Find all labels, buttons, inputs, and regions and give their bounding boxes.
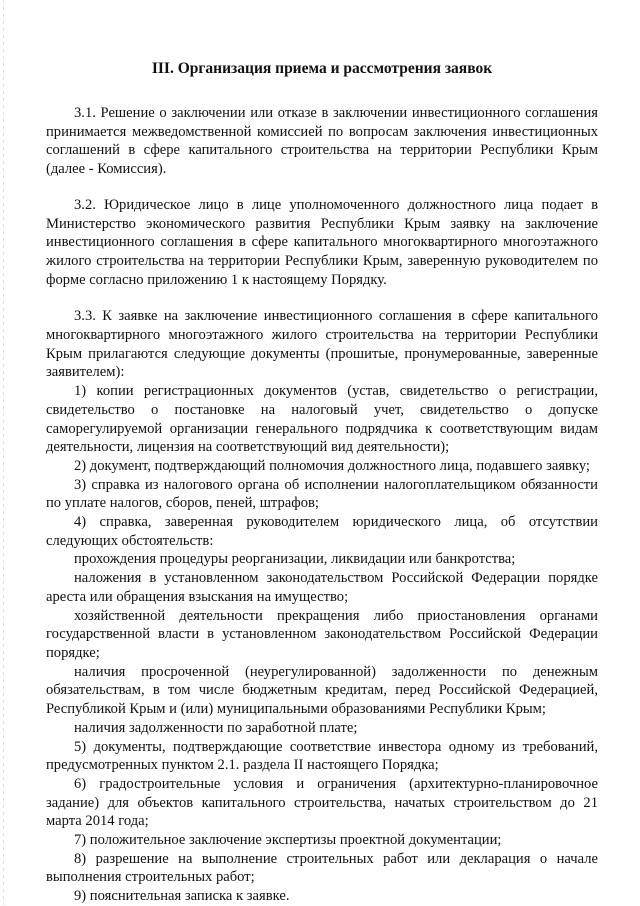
paragraph-3-3: 3.3. К заявке на заключение инвестиционного соглашения в сфере капитального многоквартирного многоэтажного жилого строительства на территории Республики Крым прилагаются следующие документы (прошитые, пронумерованные, заверенные заявителем): [46, 308, 598, 381]
sub-item-reorganization: прохождения процедуры реорганизации, ликвидации или банкротства; [74, 551, 516, 568]
list-item-2: 2) документ, подтверждающий полномочия должностного лица, подавшего заявку; [74, 457, 590, 474]
list-item-3: 3) справка из налогового органа об исполнении налогоплательщиком обязанности по уплате налогов, сборов, пеней, штрафов; [46, 476, 598, 512]
sub-item-arrest: наложения в установленном законодательством Российской Федерации порядке ареста или обращения взыскания на имущество; [46, 570, 598, 605]
document-body [46, 59, 598, 906]
list-item-7: 7) положительное заключение экспертизы проектной документации; [74, 832, 502, 849]
list-item-1: 1) копии регистрационных документов (устав, свидетельство о регистрации, свидетельство о постановке на налоговый учет, свидетельство о допуске саморегулируемой организации генерального подрядчика к соответствующим видам деятельности, лицензия на соответствующий вид деятельности); [46, 383, 598, 456]
sub-item-suspension: хозяйственной деятельности прекращения либо приостановления органами государственной власти в установленном законодательством Российской Федерации порядке; [46, 607, 598, 661]
list-item-8: 8) разрешение на выполнение строительных работ или декларация о начале выполнения строительных работ; [46, 850, 598, 886]
list-item-9: 9) пояснительная записка к заявке. [74, 888, 290, 905]
list-item-5: 5) документы, подтверждающие соответствие инвестора одному из требований, предусмотренных пунктом 2.1. раздела II настоящего Порядка; [46, 738, 598, 774]
sub-item-salary-debt: наличия задолженности по заработной плате; [74, 719, 358, 736]
paragraph-3-1: 3.1. Решение о заключении или отказе в заключении инвестиционного соглашения принимается межведомственной комиссией по вопросам заключения инвестиционных соглашений в сфере капитального строительства на территории Республики Крым (далее - Комиссия). [46, 105, 598, 178]
scan-edge-artifact [3, 0, 4, 905]
paragraph-3-2: 3.2. Юридическое лицо в лице уполномоченного должностного лица подает в Министерство экономического развития Республики Крым заявку на заключение инвестиционного соглашения в сфере капитального многоквартирного многоэтажного жилого строительства на территории Республики Крым, заверенную руководителем по форме согласно приложению 1 к настоящему Порядку. [46, 196, 598, 288]
section-heading: III. Организация приема и рассмотрения заявок [151, 60, 493, 77]
list-item-6: 6) градостроительные условия и ограничения (архитектурно-планировочное задание) для объектов капитального строительства, начатых строительством до 21 марта 2014 года; [46, 775, 598, 830]
sub-item-overdue-debt: наличия просроченной (неурегулированной) задолженности по денежным обязательствам, в том числе бюджетным кредитам, перед Российской Федерацией, Республикой Крым и (или) муниципальными образованиями Республики Крым; [46, 663, 598, 718]
list-item-4: 4) справка, заверенная руководителем юридического лица, об отсутствии следующих обстоятельств: [46, 514, 598, 549]
